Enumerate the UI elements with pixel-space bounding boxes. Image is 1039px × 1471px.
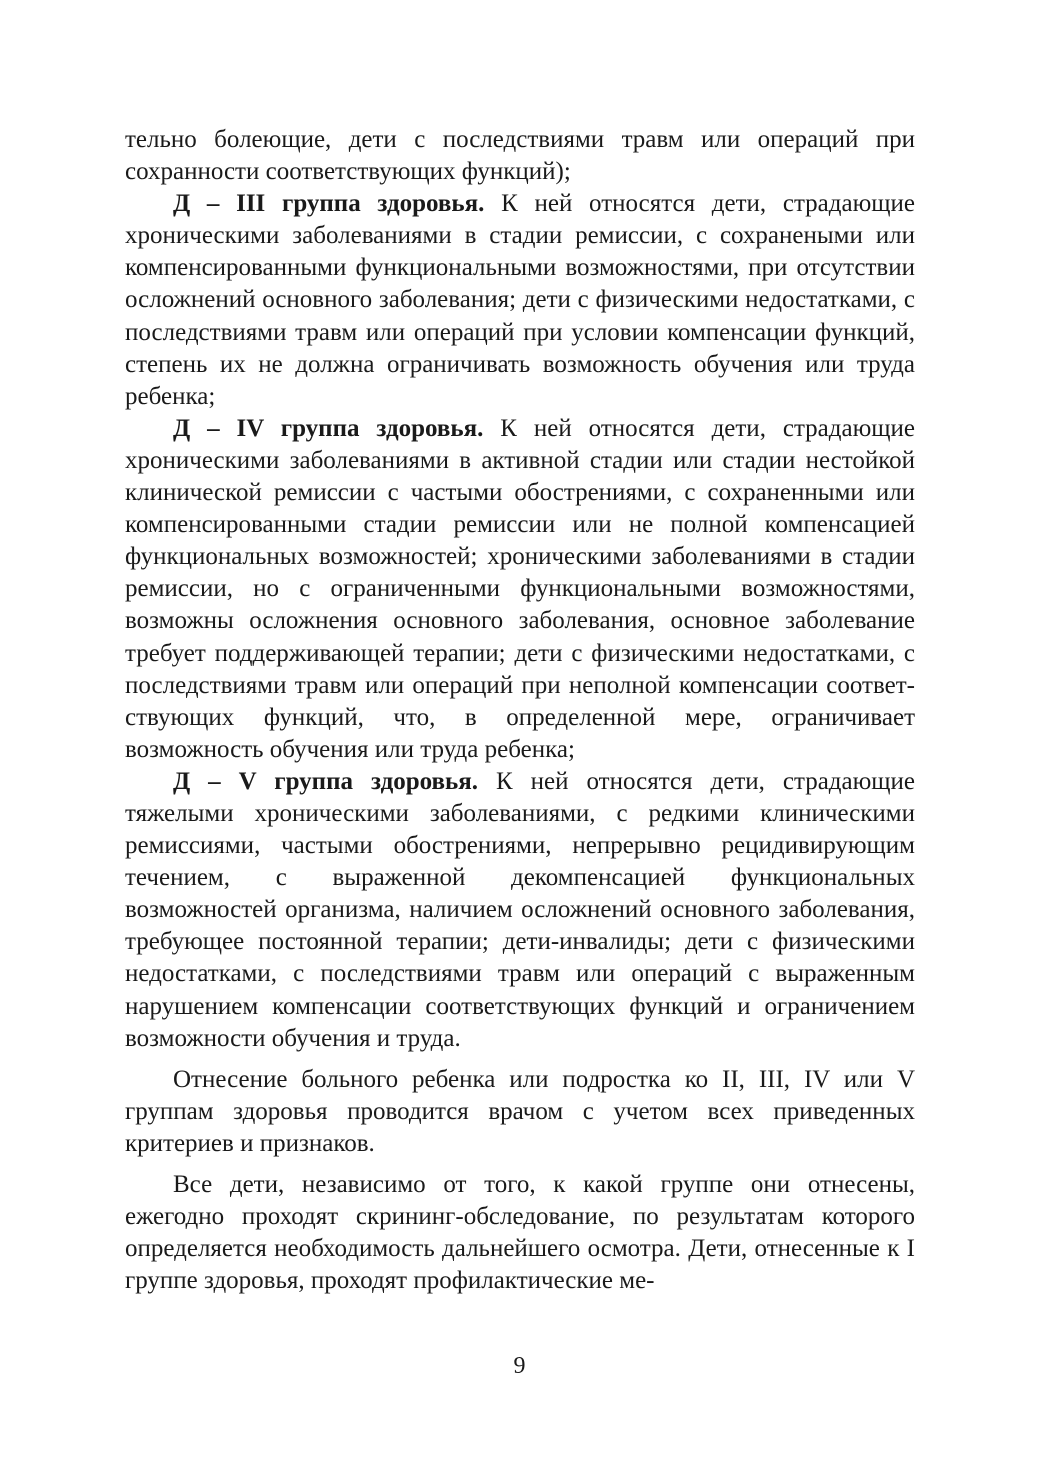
paragraph-group-v — [125, 766, 915, 1055]
paragraph-text: К ней относятся дети, страдающие хроническими заболеваниями в стадии ремиссии, с сохранеными или компенсированными функциональными возможностями, при отсутствии осложнений основного заболевания; дети с физическими недостатками, с последствиями травм или операций при условии компенсации функций, степень их не должна ограничивать возможность обучения или труда ребенка; — [125, 190, 915, 410]
paragraph-text: Все дети, независимо от того, к какой группе они отнесены, ежегодно проходят скрининг-обследование, по результатам которого определяется необходимость дальнейшего осмотра. Дети, отнесенные к I группе здоровья, проходят профилактические ме- — [125, 1171, 915, 1295]
paragraph-continuation — [125, 124, 915, 188]
group-heading: Д – III группа здоровья. — [173, 190, 485, 218]
paragraph-group-iv — [125, 413, 915, 766]
paragraph-group-iii — [125, 188, 915, 413]
paragraph-screening — [125, 1169, 915, 1297]
group-heading: Д – V группа здоровья. — [173, 767, 479, 795]
paragraph-text: К ней относятся дети, страдающие тяжелыми хроническими заболеваниями, с редкими клиническими ремиссиями, частыми обострениями, непрерывно рецидивирующим течением, с выраженной декомпенсацией функциональных возможностей организма, наличием осложнений основного заболевания, требующее постоянной терапии; дети-инвалиды; дети с физическими недостатками, с последствиями травм или операций с выраженным нарушением компенсации соответствующих функций и ограничением возможности обучения и труда. — [125, 767, 916, 1052]
paragraph-text: К ней относятся дети, страдающие хроническими заболеваниями в активной стадии или стадии нестойкой клинической ремиссии с частыми обострениями, с сохраненными или компенсированными стадии ремиссии или не полной компенсацией функциональных возможностей; хроническими заболеваниями в стадии ремиссии, но с ограниченными функциональными возможностями, возможны осложнения основного заболевания, основное заболевание требует поддерживающей терапии; дети с физическими недостатками, с последствиями травм или операций при неполной компенсации соответствующих функций, что, в определенной мере, ограничивает возможность обучения или труда ребенка; — [125, 414, 915, 763]
paragraph-text: тельно болеющие, дети с последствиями травм или операций при сохранности соответствующих функций); — [125, 126, 915, 186]
page-number: 9 — [513, 1353, 526, 1379]
group-heading: Д – IV группа здоровья. — [173, 414, 484, 442]
paragraph-text: Отнесение больного ребенка или подростка ко II, III, IV или V группам здоровья проводится врачом с учетом всех приведенных критериев и признаков. — [125, 1065, 915, 1157]
paragraph-assignment — [125, 1064, 915, 1160]
body-text — [125, 124, 915, 1297]
